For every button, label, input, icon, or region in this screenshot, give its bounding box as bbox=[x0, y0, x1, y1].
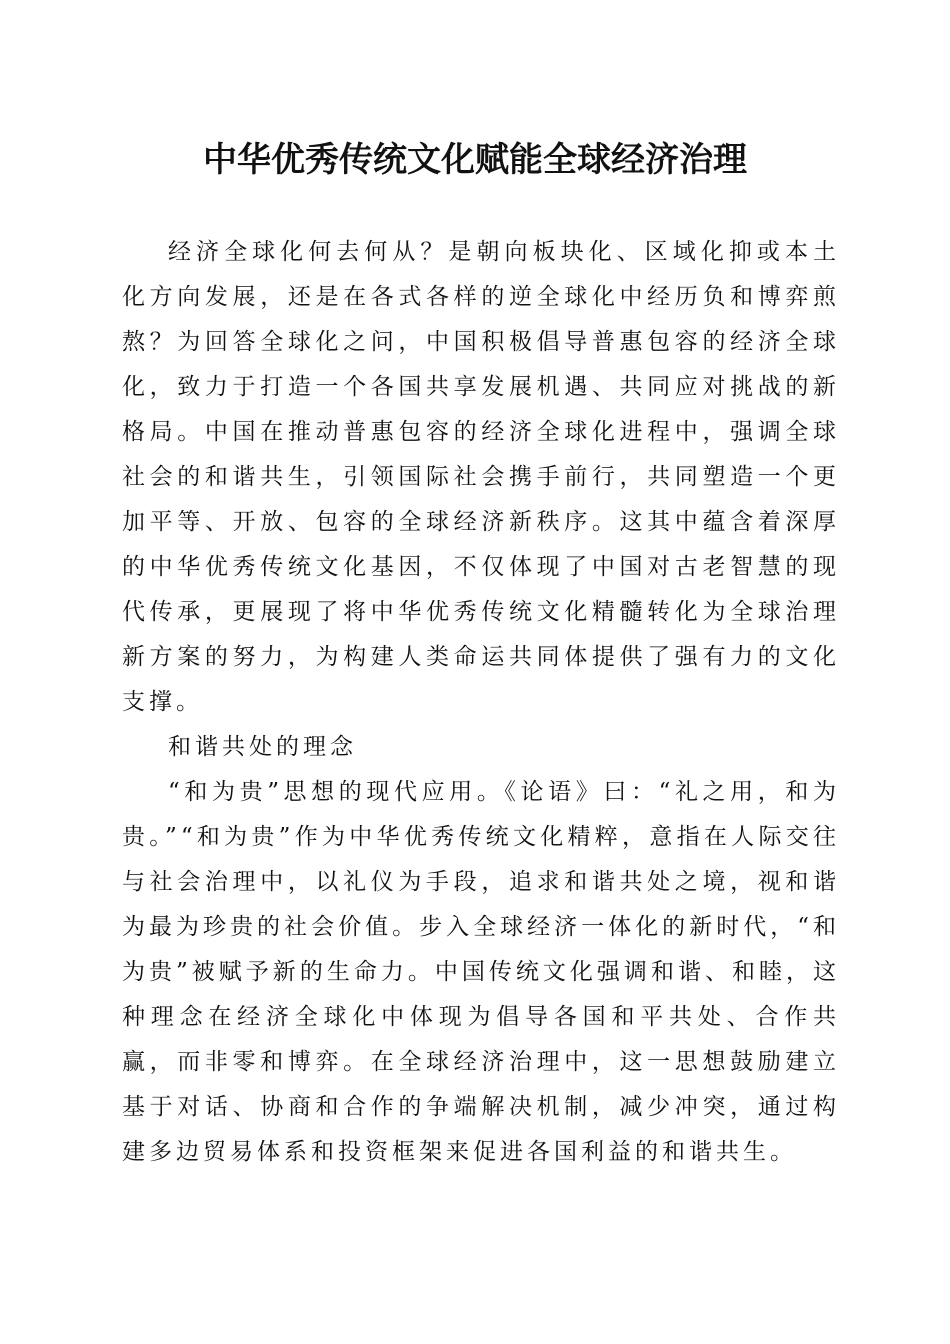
paragraph-harmony: “和为贵”思想的现代应用。《论语》曰：“礼之用，和为贵。”“和为贵”作为中华优秀传统文化精粹，意指在人际交往与社会治理中，以礼仪为手段，追求和谐共处之境，视和谐为最为珍贵的社会价值。步入全球经济一体化的新时代，“和为贵”被赋予新的生命力。中国传统文化强调和谐、和睦，这种理念在经济全球化中体现为倡导各国和平共处、合作共赢，而非零和博弈。在全球经济治理中，这一思想鼓励建立基于对话、协商和合作的争端解决机制，减少冲突，通过构建多边贸易体系和投资框架来促进各国利益的和谐共生。 bbox=[122, 779, 840, 1165]
section-heading: 和谐共处的理念 bbox=[168, 734, 357, 760]
paragraph-intro: 经济全球化何去何从？是朝向板块化、区域化抑或本土化方向发展，还是在各式各样的逆全球化中经历负和博弈煎熬？为回答全球化之问，中国积极倡导普惠包容的经济全球化，致力于打造一个各国共享发展机遇、共同应对挑战的新格局。中国在推动普惠包容的经济全球化进程中，强调全球社会的和谐共生，引领国际社会携手前行，共同塑造一个更加平等、开放、包容的全球经济新秩序。这其中蕴含着深厚的中华优秀传统文化基因，不仅体现了中国对古老智慧的现代传承，更展现了将中华优秀传统文化精髓转化为全球治理新方案的努力，为构建人类命运共同体提供了强有力的文化支撑。 bbox=[122, 239, 840, 715]
document-title: 中华优秀传统文化赋能全球经济治理 bbox=[203, 140, 747, 180]
document-body bbox=[122, 230, 840, 1175]
